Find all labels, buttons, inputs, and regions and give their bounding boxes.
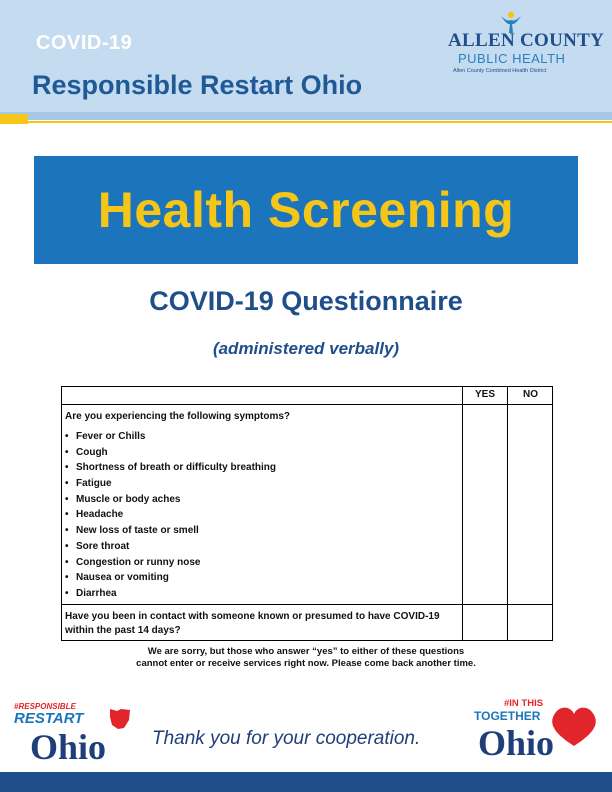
column-header-yes: YES: [474, 389, 495, 400]
list-item: • Nausea or vomiting: [65, 570, 276, 586]
header-gold-line: [28, 121, 612, 123]
header-kicker: COVID-19: [36, 32, 133, 54]
allen-county-public-health-logo: [440, 10, 605, 90]
header-gold-accent: [0, 114, 28, 124]
row-divider: [62, 604, 552, 605]
list-item: • Muscle or body aches: [65, 492, 276, 508]
column-header-no: NO: [523, 389, 538, 400]
logo-hashtag: #RESPONSIBLE: [14, 702, 76, 711]
notice-line-1: We are sorry, but those who answer “yes” to either of these questions: [147, 646, 465, 657]
notice-line-2: cannot enter or receive services right now. Please come back another time.: [136, 658, 476, 669]
banner-title: Health Screening: [97, 182, 515, 238]
logo-restart: RESTART: [14, 710, 84, 727]
footer-bar: [0, 772, 612, 792]
list-item: • New loss of taste or smell: [65, 523, 276, 539]
questionnaire-title: COVID-19 Questionnaire: [149, 286, 463, 316]
header-stripe: [0, 112, 612, 120]
question-symptoms: Are you experiencing the following symptoms?: [65, 411, 291, 422]
header: [0, 0, 612, 118]
questionnaire-subtitle: (administered verbally): [212, 339, 400, 358]
logo-line-1: ALLEN COUNTY: [448, 30, 605, 51]
list-item: • Fever or Chills: [65, 429, 276, 445]
logo-line-2: PUBLIC HEALTH: [458, 51, 566, 66]
list-item: • Diarrhea: [65, 586, 276, 602]
health-screening-banner: [34, 156, 578, 264]
list-item: • Fatigue: [65, 476, 276, 492]
ohio-state-icon: [108, 708, 132, 730]
logo-ohio: Ohio: [30, 727, 107, 767]
list-item: • Headache: [65, 507, 276, 523]
column-divider: [507, 387, 508, 640]
responsible-restart-ohio-logo: [14, 702, 144, 767]
thank-you-text: Thank you for your cooperation.: [152, 728, 421, 749]
logo-line-3: Allen County Combined Health District: [453, 68, 547, 74]
list-item: • Shortness of breath or difficulty breathing: [65, 460, 276, 476]
list-item: • Congestion or runny nose: [65, 555, 276, 571]
logo-hashtag: #IN THIS: [504, 698, 544, 709]
header-title: Responsible Restart Ohio: [32, 70, 363, 100]
symptom-list: [65, 429, 276, 602]
list-item: • Sore throat: [65, 539, 276, 555]
logo-together: TOGETHER: [474, 709, 541, 723]
logo-ohio: Ohio: [478, 723, 555, 763]
question-contact: Have you been in contact with someone known or presumed to have COVID-19 within the past 14 days?: [65, 611, 440, 636]
screening-table: [61, 386, 553, 641]
notice-text: [0, 646, 612, 670]
column-divider: [462, 387, 463, 640]
in-this-together-ohio-logo: [470, 696, 602, 764]
row-divider: [62, 404, 552, 405]
list-item: • Cough: [65, 445, 276, 461]
